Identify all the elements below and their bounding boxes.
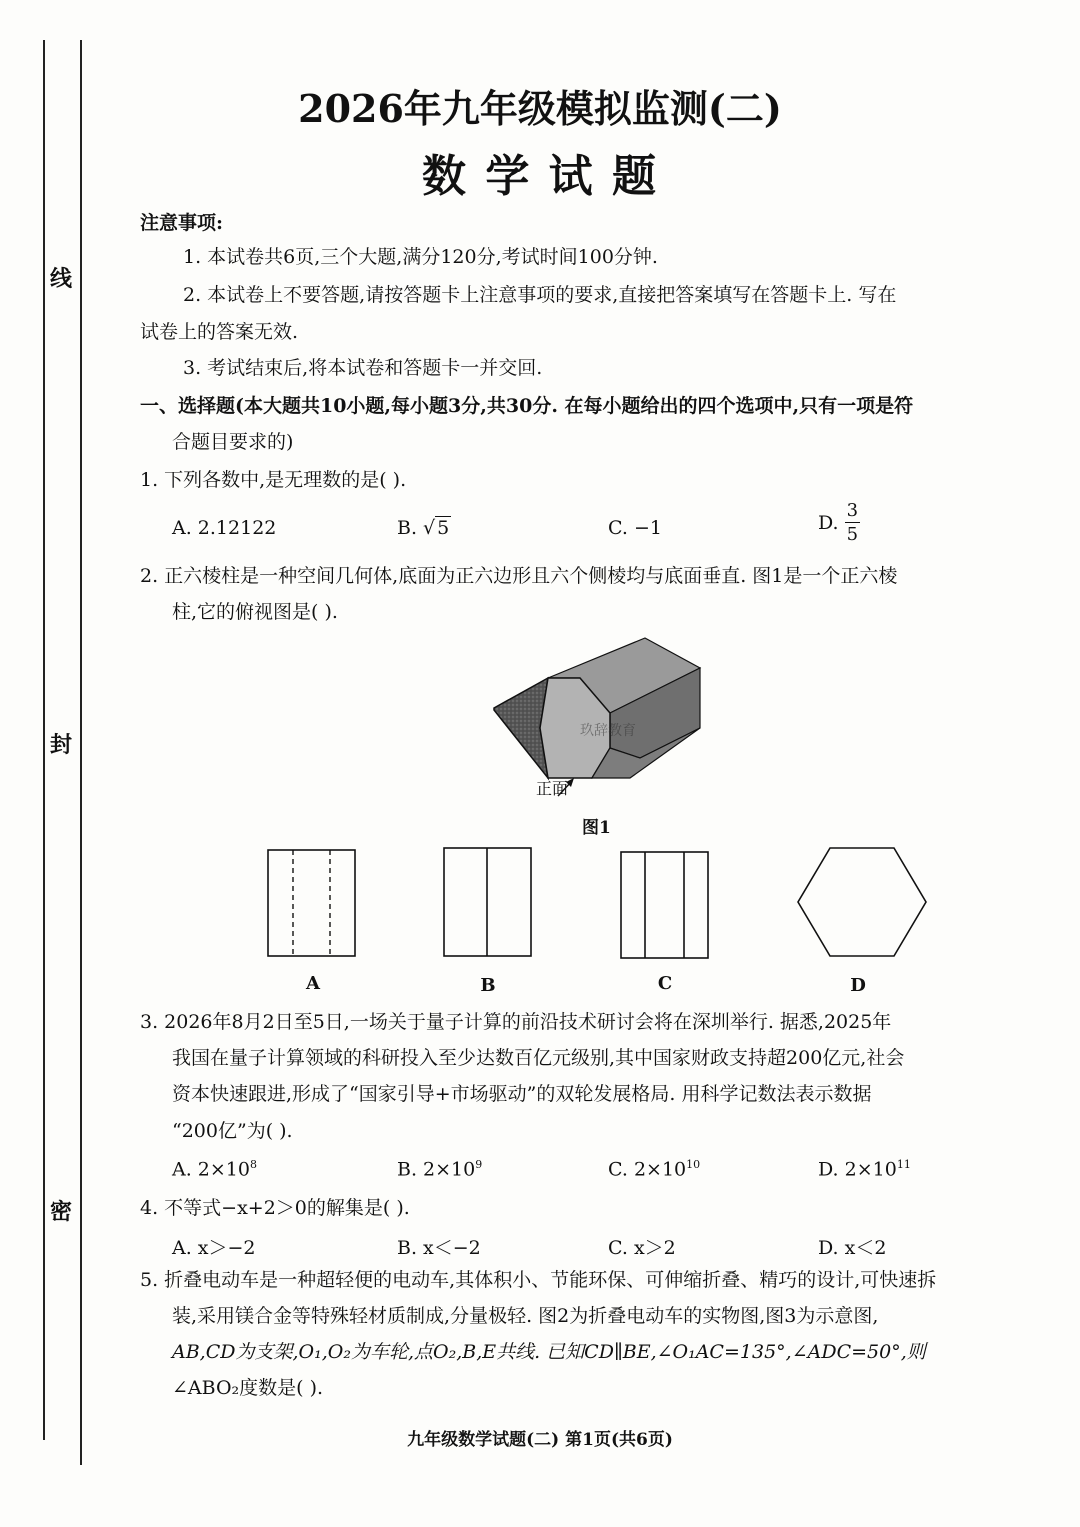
q2-option-b-figure xyxy=(442,846,534,958)
option-d-hexagon xyxy=(798,848,926,956)
question-2-stem-cont: 柱,它的俯视图是( ). xyxy=(172,601,338,623)
q2-option-d-figure xyxy=(796,846,928,958)
q2-option-c-figure xyxy=(619,850,711,960)
question-2-stem: 2. 正六棱柱是一种空间几何体,底面为正六边形且六个侧棱均与底面垂直. 图1是一个正六棱 xyxy=(140,565,898,587)
question-3-stem-cont-3: “200亿”为( ). xyxy=(172,1120,293,1142)
front-label: 正面 xyxy=(536,779,569,798)
question-5-stem: 5. 折叠电动车是一种超轻便的电动车,其体积小、节能环保、可伸缩折叠、精巧的设计,可快速拆 xyxy=(140,1269,937,1291)
note-item-2-cont: 试卷上的答案无效. xyxy=(140,321,299,343)
q2-option-c-label: C xyxy=(657,973,673,994)
note-item-1: 1. 本试卷共6页,三个大题,满分120分,考试时间100分钟. xyxy=(183,246,658,268)
question-3-stem-cont-1: 我国在量子计算领域的科研投入至少达数百亿元级别,其中国家财政支持超200亿元,社会 xyxy=(172,1047,905,1069)
fraction-denominator: 5 xyxy=(846,524,859,545)
q1-option-a: A. 2.12122 xyxy=(172,517,277,539)
binding-line-inner xyxy=(80,40,82,1465)
question-5-stem-cont-3: ∠ABO₂度数是( ). xyxy=(172,1377,324,1399)
question-5-stem-cont-2: AB,CD为支架,O₁,O₂为车轮,点O₂,B,E共线. 已知CD∥BE,∠O₁AC=135°,∠ADC=50°,则 xyxy=(172,1341,926,1363)
q3-option-b-base: B. 2×10 xyxy=(397,1158,476,1181)
page-footer: 九年级数学试题(二) 第1页(共6页) xyxy=(407,1430,673,1450)
q2-option-d-label: D xyxy=(850,975,866,996)
q1-option-d xyxy=(818,502,860,544)
exam-title: 2026年九年级模拟监测(二) xyxy=(298,86,782,131)
q4-option-c: C. x＞2 xyxy=(608,1237,676,1259)
q1-option-c: C. −1 xyxy=(608,517,662,539)
option-a-outline xyxy=(268,850,355,956)
q3-option-c-base: C. 2×10 xyxy=(608,1158,687,1181)
q3-option-a xyxy=(172,1158,257,1180)
q1-option-d-fraction xyxy=(845,502,860,544)
q3-option-d-base: D. 2×10 xyxy=(818,1158,897,1181)
binding-line-outer xyxy=(43,40,45,1440)
q3-option-d xyxy=(818,1158,911,1180)
figure-1-caption: 图1 xyxy=(582,818,611,838)
q4-option-d: D. x＜2 xyxy=(818,1237,887,1259)
q3-option-d-exponent: 11 xyxy=(896,1158,911,1171)
question-1-stem: 1. 下列各数中,是无理数的是( ). xyxy=(140,469,407,491)
q3-option-c-exponent: 10 xyxy=(686,1158,701,1171)
notes-heading: 注意事项: xyxy=(140,212,224,234)
question-4-stem: 4. 不等式−x+2＞0的解集是( ). xyxy=(140,1197,410,1219)
margin-char-feng: 封 xyxy=(50,732,73,758)
fraction-numerator: 3 xyxy=(846,500,859,521)
exam-subject: 数 学 试 题 xyxy=(422,151,658,202)
section1-heading-cont: 合题目要求的) xyxy=(172,431,294,453)
note-item-2: 2. 本试卷上不要答题,请按答题卡上注意事项的要求,直接把答案填写在答题卡上. 写在 xyxy=(183,284,897,306)
q3-option-a-base: A. 2×10 xyxy=(172,1158,250,1181)
q2-option-b-label: B xyxy=(480,975,496,996)
figure-1-hexagonal-prism xyxy=(480,628,720,803)
q3-option-a-exponent: 8 xyxy=(250,1158,257,1171)
option-c-outline xyxy=(621,852,708,958)
q1-option-b xyxy=(397,517,451,539)
section1-heading: 一、选择题(本大题共10小题,每小题3分,共30分. 在每小题给出的四个选项中,只有一项是符 xyxy=(140,395,914,417)
q2-option-a-label: A xyxy=(306,973,320,994)
question-3-stem-cont-2: 资本快速跟进,形成了“国家引导+市场驱动”的双轮发展格局. 用科学记数法表示数据 xyxy=(172,1083,872,1105)
q1-option-d-prefix: D. xyxy=(818,512,839,534)
q4-option-a: A. x＞−2 xyxy=(172,1237,256,1259)
note-item-3: 3. 考试结束后,将本试卷和答题卡一并交回. xyxy=(183,357,543,379)
q2-option-a-figure xyxy=(266,848,358,958)
q3-option-b-exponent: 9 xyxy=(475,1158,483,1171)
q4-option-b: B. x＜−2 xyxy=(397,1237,481,1259)
margin-char-xian: 线 xyxy=(50,266,73,292)
margin-char-mi: 密 xyxy=(50,1199,73,1225)
question-5-stem-cont-1: 装,采用镁合金等特殊轻材质制成,分量极轻. 图2为折叠电动车的实物图,图3为示意图, xyxy=(172,1305,879,1327)
q3-option-b xyxy=(397,1158,482,1180)
figure-watermark: 玖辞教育 xyxy=(580,723,636,739)
q1-option-b-prefix: B. √ xyxy=(397,517,436,539)
q3-option-c xyxy=(608,1158,700,1180)
question-3-stem: 3. 2026年8月2日至5日,一场关于量子计算的前沿技术研讨会将在深圳举行. 据悉,2025年 xyxy=(140,1011,892,1033)
q1-option-b-radicand: 5 xyxy=(437,517,450,539)
